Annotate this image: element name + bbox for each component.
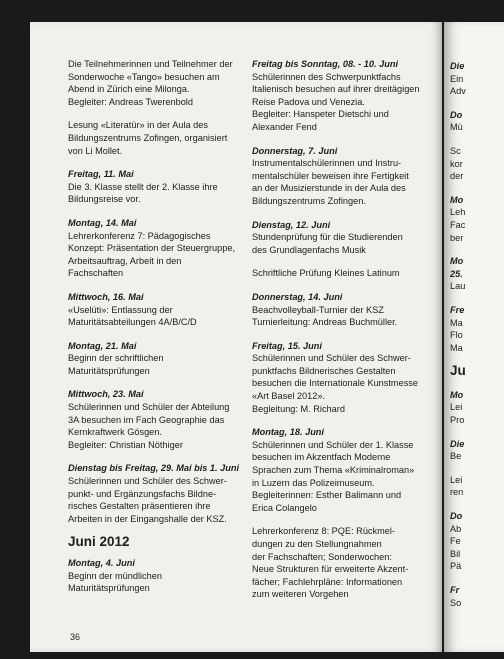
entry-text-line: Die 3. Klasse stellt der 2. Klasse ihre — [68, 181, 218, 192]
next-page-text-fragment: Mo — [450, 389, 464, 400]
calendar-entry — [252, 426, 427, 514]
calendar-entry — [252, 340, 427, 416]
calendar-entry — [68, 58, 243, 108]
entry-text-line: Bildungszentrums Zofingen, organisiert — [68, 132, 228, 143]
calendar-entry — [68, 168, 243, 206]
calendar-entry — [68, 462, 243, 525]
entry-date: Montag, 4. Juni — [68, 558, 135, 568]
next-page-text-fragment: Ein — [450, 73, 464, 84]
next-page-text-fragment: Lau — [450, 281, 466, 292]
entry-text-line: Lesung «Literatür» in der Aula des — [68, 120, 208, 131]
next-page-text-fragment: Die — [450, 61, 465, 71]
entry-text-line: an der Musizierstunde in der Aula des — [252, 183, 406, 194]
next-page-text-fragment: Fe — [450, 536, 461, 547]
entry-text-line: Reise Padova und Venezia. — [252, 96, 365, 107]
entry-text-line: besuchen die Internationale Kunstmesse — [252, 378, 418, 389]
calendar-entry — [252, 267, 427, 280]
next-page-text-fragment: Do — [450, 511, 463, 522]
entry-date: Mittwoch, 16. Mai — [68, 291, 144, 302]
next-page-text-fragment — [450, 427, 504, 438]
entry-text-line: Instrumentalschülerinnen und Instru- — [252, 158, 402, 169]
next-page-text-fragment — [450, 499, 504, 510]
entry-text-line: des Grundlagenfachs Musik — [252, 244, 366, 255]
entry-text-line: Maturitätsprüfungen — [68, 583, 150, 594]
entry-text-line: 3A besuchen im Fach Geographie das — [68, 414, 225, 425]
entry-text-line: Italienisch besuchen auf ihrer dreitägigen — [252, 84, 420, 95]
entry-text-line: Bildungszentrums Zofingen. — [252, 195, 366, 206]
next-page-text-fragment: Fr — [450, 585, 460, 595]
next-page-text-fragment — [450, 183, 504, 194]
entry-text-line: Schülerinnen und Schüler des Schwer- — [252, 353, 411, 364]
entry-text-line: Turnierleitung: Andreas Buchmüller. — [252, 317, 398, 328]
next-page-text-fragment — [450, 98, 504, 109]
entry-text-line: Begleiterinnen: Esther Balimann und — [252, 490, 402, 501]
entry-text-line: Abend in Zürich eine Milonga. — [68, 84, 190, 95]
entry-date: Dienstag, 12. Juni — [252, 219, 331, 230]
next-page-text-fragment: Ju — [450, 363, 466, 379]
next-page-text-fragment: Die — [450, 438, 465, 449]
calendar-entry — [68, 388, 243, 451]
entry-text-line: zum weiteren Vorgehen — [252, 589, 349, 600]
next-page-text-fragment: Ma — [450, 317, 463, 328]
next-page-text-fragment: Fac — [450, 219, 466, 230]
entry-text-line: Fachschaften — [68, 268, 124, 279]
next-page-text-fragment: Flo — [450, 330, 463, 341]
next-page-text-fragment: Bil — [450, 548, 461, 559]
entry-text-line: besuchen im Akzentfach Moderne — [252, 452, 391, 463]
calendar-entry — [68, 119, 243, 157]
entry-text-line: Schriftliche Prüfung Kleines Latinum — [252, 268, 400, 279]
calendar-entry — [252, 145, 427, 208]
next-page-text-fragment — [450, 378, 504, 389]
entry-text-line: von Li Mollet. — [68, 145, 123, 156]
entry-text-line: dungen zu den Stellungnahmen — [252, 539, 382, 549]
entry-text-line: risches Gestalten präsentieren ihre — [68, 501, 211, 512]
entry-text-line: «Art Basel 2012». — [252, 391, 326, 402]
entry-text-line: Alexander Fend — [252, 121, 317, 132]
calendar-entry — [68, 217, 243, 280]
entry-date: Dienstag bis Freitag, 29. Mai bis 1. Juni — [68, 463, 240, 474]
next-page-text-fragment: Mü — [450, 122, 463, 133]
next-page-text-fragment: So — [450, 597, 462, 608]
entry-text-line: Sonderwoche «Tango» besuchen am — [68, 71, 220, 82]
next-page-text-fragment: Pä — [450, 561, 462, 572]
next-page-text-fragment: Leh — [450, 207, 466, 218]
entry-text-line: Begleiter: Christian Nöthiger — [68, 439, 183, 450]
entry-text-line: Neue Strukturen für erweiterte Akzent- — [252, 564, 409, 575]
entry-date: Montag, 21. Mai — [68, 340, 137, 351]
next-page-text-fragment: Sc — [450, 145, 461, 156]
next-page-text-fragment: Mo — [450, 256, 464, 267]
next-page-text-fragment: der — [450, 171, 464, 182]
next-page-text-fragment — [450, 293, 504, 304]
entry-date: Montag, 18. Juni — [252, 427, 324, 438]
calendar-entry — [252, 219, 427, 257]
entry-text-line: Kernkraftwerk Gösgen. — [68, 427, 162, 438]
calendar-entry — [68, 340, 243, 378]
next-page-text-fragment: Pro — [450, 415, 465, 426]
entry-text-line: Schülerinnen und Schüler der Abteilung — [68, 402, 230, 413]
next-page-text-fragment: Fre — [450, 304, 465, 315]
entry-text-line: Erica Colangelo — [252, 502, 317, 513]
entry-text-line: Beginn der mündlichen — [68, 570, 162, 581]
entry-text-line: punkt- und Ergänzungsfachs Bildne- — [68, 488, 217, 499]
next-page-text-fragment: ren — [450, 487, 464, 498]
calendar-entry — [252, 525, 427, 601]
next-page-text-fragment: Lei — [450, 474, 463, 485]
entry-text-line: Beginn der schriftlichen — [68, 353, 164, 364]
entry-text-line: fächer; Fachlehrpläne: Informationen — [252, 576, 403, 587]
entry-date: Freitag, 11. Mai — [68, 169, 134, 180]
entry-text-line: Stundenprüfung für die Studierenden — [252, 232, 403, 243]
entry-text-line: Konzept: Präsentation der Steuergruppe, — [68, 243, 236, 254]
next-page-text-fragment: Ma — [450, 342, 463, 353]
next-page-text-fragment — [450, 463, 504, 474]
page-number: 36 — [70, 632, 81, 642]
entry-date: Donnerstag, 14. Juni — [252, 291, 343, 302]
right-column — [252, 58, 427, 612]
entry-date: Freitag, 15. Juni — [252, 340, 322, 351]
entry-text-line: punktfachs Bildnerisches Gestalten — [252, 365, 396, 376]
month-heading: Juni 2012 — [68, 534, 130, 550]
next-page-text-fragment: ber — [450, 232, 464, 243]
next-page-text-fragment: 25. — [450, 268, 463, 279]
entry-text-line: Schülerinnen des Schwerpunktfachs — [252, 71, 401, 82]
entry-text-line: Arbeiten in der Eingangshalle der KSZ. — [68, 513, 227, 524]
next-page-peek — [450, 60, 504, 609]
left-page — [30, 22, 442, 652]
entry-text-line: Die Teilnehmerinnen und Teilnehmer der — [68, 59, 233, 69]
next-page-text-fragment: Lei — [450, 402, 463, 413]
entry-text-line: Maturitätsprüfungen — [68, 365, 150, 376]
left-column — [68, 58, 243, 606]
next-page-text-fragment: kor — [450, 158, 463, 169]
calendar-entry — [68, 557, 243, 595]
entry-text-line: Begleiter: Hanspeter Dietschi und — [252, 109, 389, 120]
entry-text-line: Sprachen zum Thema «Kriminalroman» — [252, 465, 415, 476]
entry-text-line: Arbeitsauftrag, Arbeit in den — [68, 255, 182, 266]
next-page-text-fragment: Adv — [450, 86, 466, 97]
entry-text-line: Lehrerkonferenz 7: Pädagogisches — [68, 230, 211, 241]
next-page-text-fragment: Mo — [450, 194, 464, 205]
entry-date: Donnerstag, 7. Juni — [252, 145, 338, 156]
entry-text-line: Beachvolleyball-Turnier der KSZ — [252, 304, 384, 315]
next-page-text-fragment: Be — [450, 451, 462, 462]
calendar-entry — [252, 58, 427, 134]
entry-text-line: Begleitung: M. Richard — [252, 403, 345, 414]
entry-text-line: Maturitätsabteilungen 4A/B/C/D — [68, 317, 197, 328]
next-page-text-fragment: Ab — [450, 523, 462, 534]
entry-text-line: in Luzern das Polizeimuseum. — [252, 477, 375, 488]
entry-text-line: Lehrerkonferenz 8: PQE: Rückmel- — [252, 526, 395, 537]
calendar-entry — [68, 291, 243, 329]
entry-date: Mittwoch, 23. Mai — [68, 389, 144, 400]
entry-text-line: Bildungsreise vor. — [68, 194, 141, 205]
entry-date: Montag, 14. Mai — [68, 217, 137, 228]
next-page-text-fragment — [450, 134, 504, 145]
calendar-entry — [252, 291, 427, 329]
next-page-text-fragment — [450, 244, 504, 255]
entry-text-line: «Uselüti»: Entlassung der — [68, 304, 173, 315]
next-page-text-fragment — [450, 573, 504, 584]
entry-text-line: der Fachschaften; Sonderwochen: — [252, 551, 392, 562]
next-page-text-fragment: Do — [450, 109, 463, 120]
next-page-edge — [444, 22, 504, 652]
entry-text-line: mentalschüler beweisen ihre Fertigkeit — [252, 170, 409, 181]
entry-text-line: Schülerinnen und Schüler der 1. Klasse — [252, 439, 414, 450]
entry-text-line: Schülerinnen und Schüler des Schwer- — [68, 476, 227, 487]
entry-text-line: Begleiter: Andreas Twerenbold — [68, 96, 193, 107]
entry-date: Freitag bis Sonntag, 08. - 10. Juni — [252, 59, 399, 69]
